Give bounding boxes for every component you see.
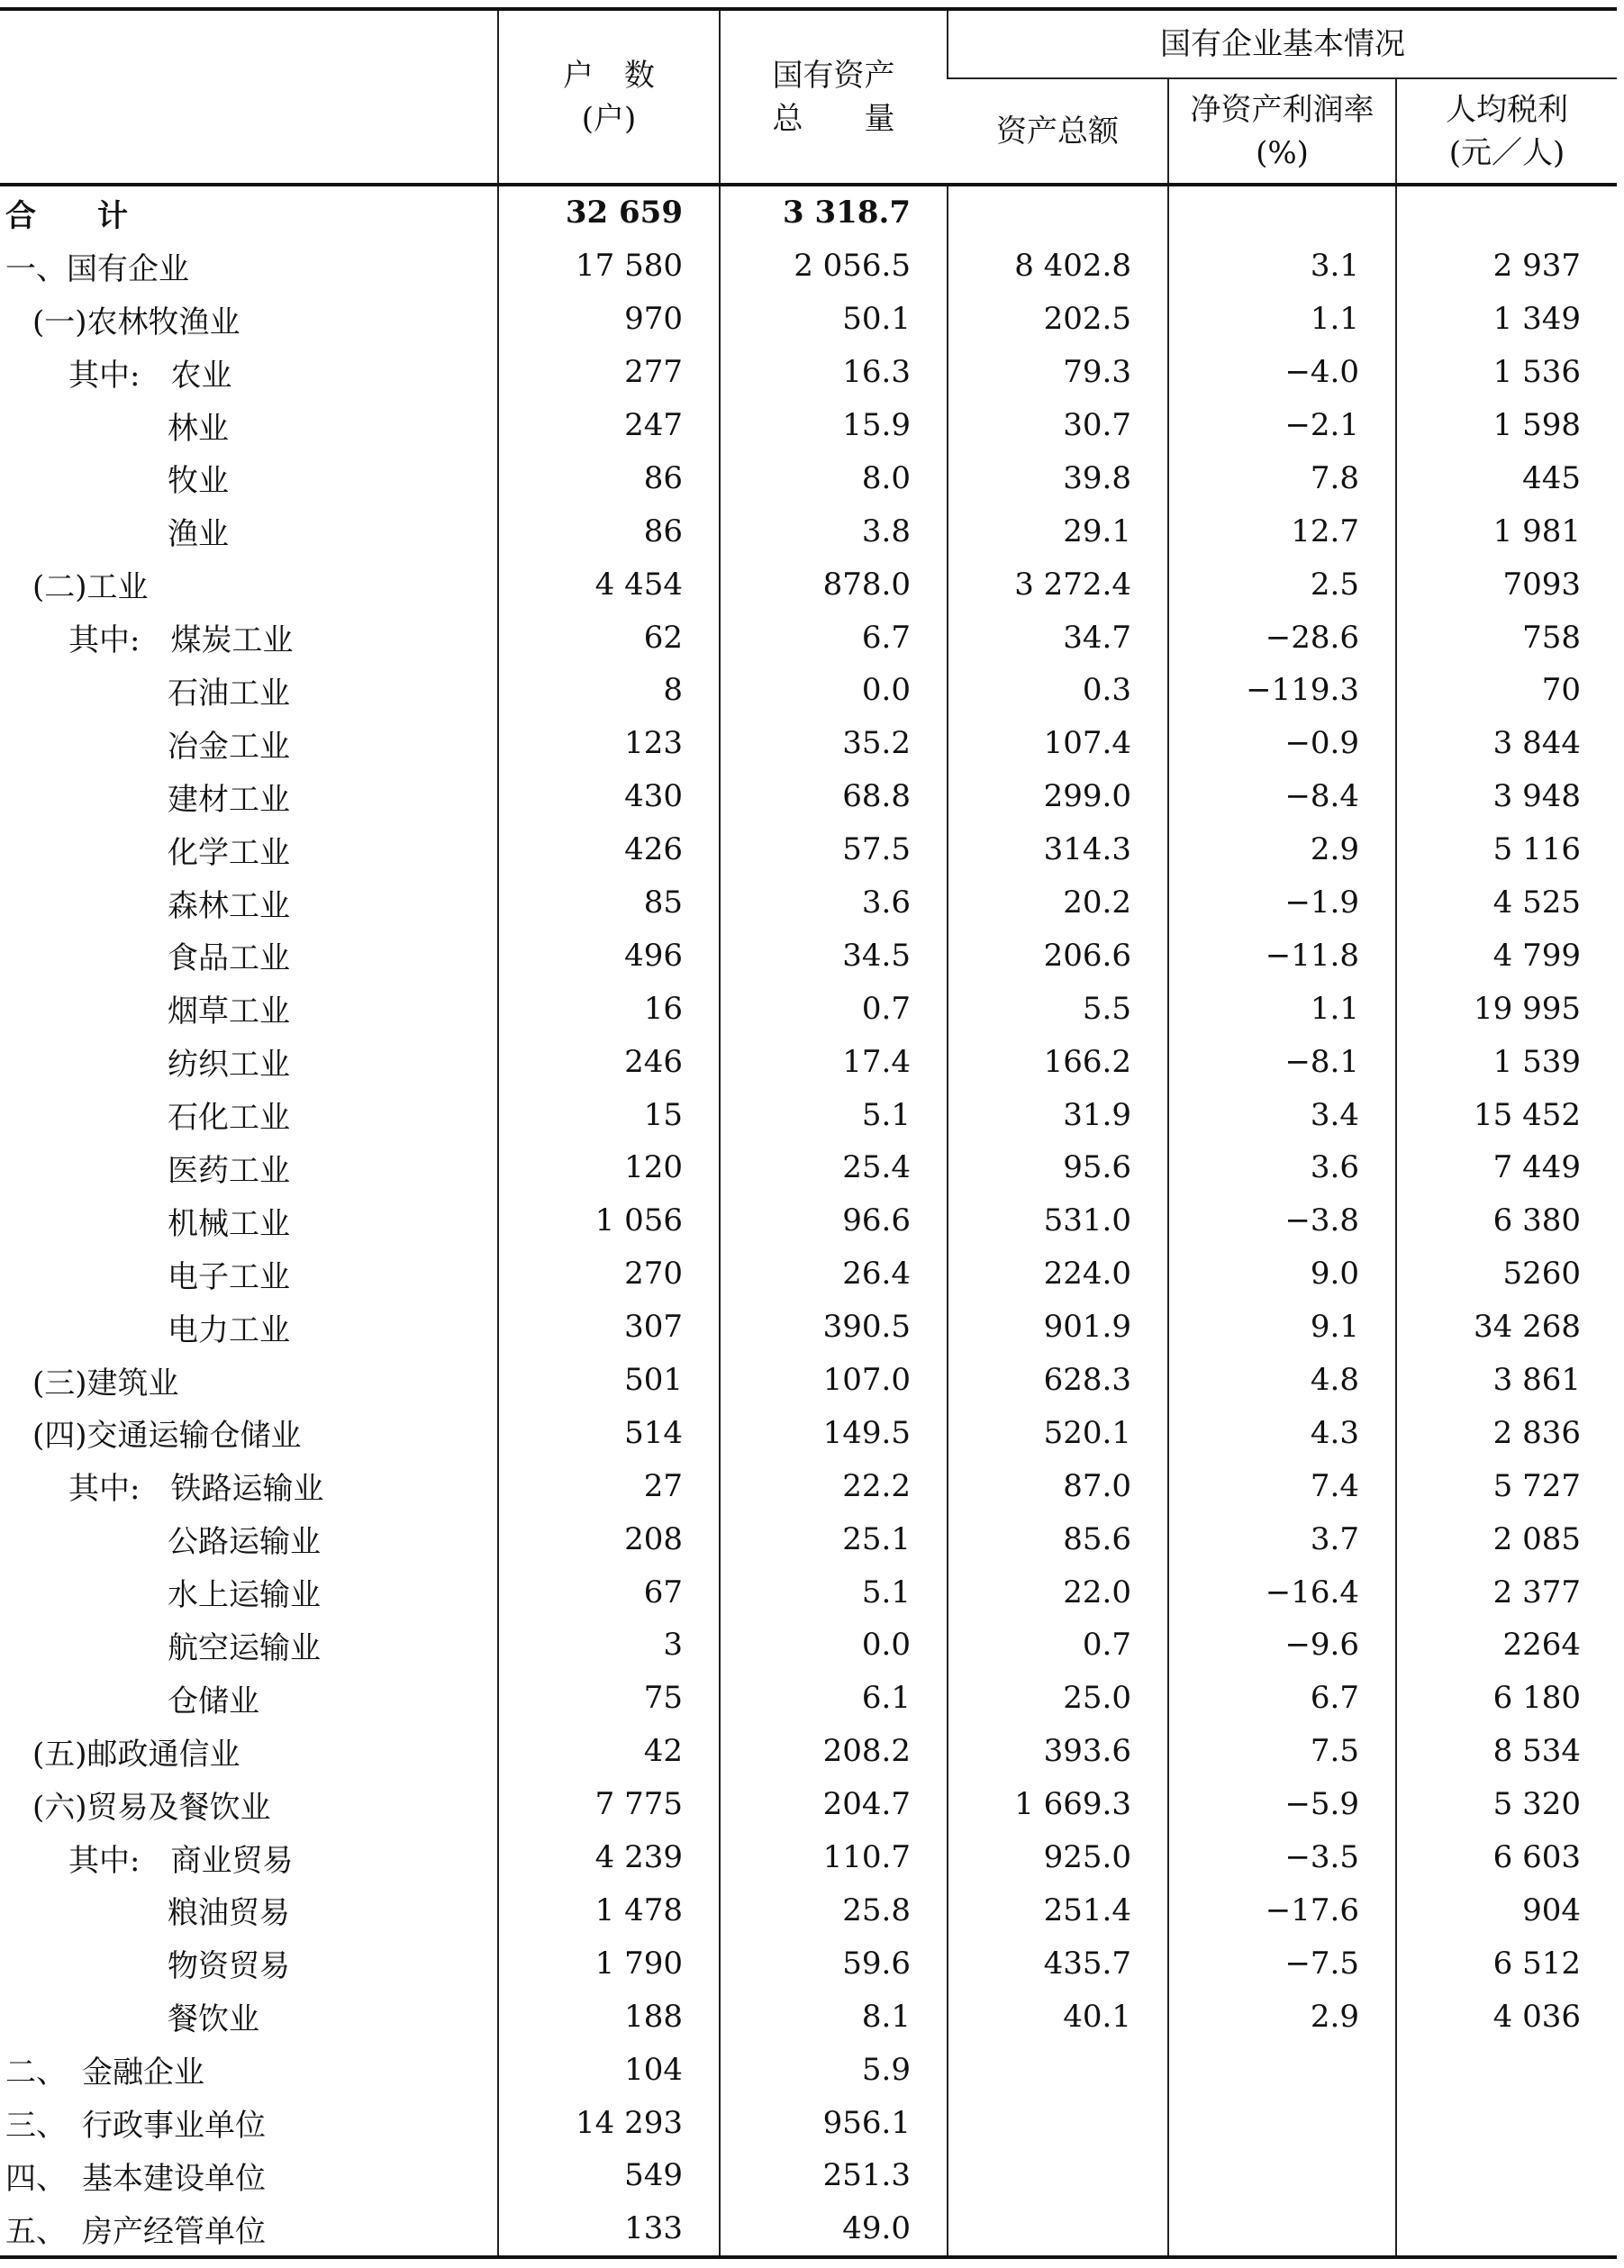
table-row (0, 1565, 1617, 1619)
cell-assets: 22.2 (720, 1459, 948, 1512)
cell-total-assets: 166.2 (948, 1035, 1168, 1088)
cell-total-assets: 85.6 (948, 1512, 1168, 1565)
cell-roe: 7.8 (1168, 451, 1396, 504)
row-label: (三)建筑业 (32, 1365, 179, 1402)
table-row (0, 664, 1617, 717)
cell-assets: 25.4 (720, 1141, 948, 1194)
cell-households: 549 (498, 2149, 720, 2202)
cell-households: 277 (498, 346, 720, 399)
cell-households: 120 (498, 1141, 720, 1194)
cell-total-assets: 251.4 (948, 1884, 1168, 1937)
cell-roe: −9.6 (1168, 1619, 1396, 1672)
cell-total-assets (948, 185, 1168, 240)
cell-assets: 68.8 (720, 770, 948, 823)
cell-tax (1396, 2149, 1617, 2202)
table-row (0, 346, 1617, 399)
cell-assets: 110.7 (720, 1831, 948, 1884)
cell-households: 86 (498, 451, 720, 504)
cell-tax: 2 085 (1396, 1512, 1617, 1565)
cell-assets: 3.8 (720, 504, 948, 558)
cell-total-assets: 3 272.4 (948, 558, 1168, 611)
cell-tax: 6 380 (1396, 1194, 1617, 1247)
header-tax-unit: (元／人) (1448, 134, 1565, 171)
row-label: 五、 房产经管单位 (0, 2202, 498, 2257)
cell-assets: 50.1 (720, 293, 948, 346)
cell-assets: 96.6 (720, 1194, 948, 1247)
table-row (0, 558, 1617, 611)
cell-households: 85 (498, 876, 720, 930)
row-label: 餐饮业 (168, 2001, 259, 2038)
row-label: 二、 金融企业 (5, 2055, 204, 2091)
cell-households: 4 454 (498, 558, 720, 611)
table-row (0, 1247, 1617, 1301)
cell-tax: 7 449 (1396, 1141, 1617, 1194)
cell-households: 86 (498, 504, 720, 558)
cell-roe (1168, 2202, 1396, 2257)
cell-tax: 15 452 (1396, 1088, 1617, 1141)
cell-tax: 1 539 (1396, 1035, 1617, 1088)
table-row (0, 1672, 1617, 1725)
cell-total-assets: 520.1 (948, 1406, 1168, 1459)
cell-roe: 3.4 (1168, 1088, 1396, 1141)
cell-total-assets: 30.7 (948, 399, 1168, 452)
cell-assets: 204.7 (720, 1778, 948, 1831)
row-label: 医药工业 (168, 1152, 290, 1189)
table-row (0, 1301, 1617, 1354)
cell-tax: 5 116 (1396, 823, 1617, 876)
cell-tax: 2 836 (1396, 1406, 1617, 1459)
cell-households: 970 (498, 293, 720, 346)
cell-assets: 49.0 (720, 2202, 948, 2257)
cell-households: 188 (498, 1990, 720, 2043)
table-row (0, 1459, 1617, 1512)
row-label: 其中: 商业贸易 (68, 1842, 294, 1879)
table-row (0, 1141, 1617, 1194)
header-state-assets (720, 9, 948, 185)
table-row (0, 770, 1617, 823)
cell-roe: −17.6 (1168, 1884, 1396, 1937)
row-label: (五)邮政通信业 (32, 1736, 240, 1773)
row-label: 水上运输业 (168, 1577, 321, 1614)
cell-tax: 2264 (1396, 1619, 1617, 1672)
cell-assets: 26.4 (720, 1247, 948, 1301)
header-tax-title: 人均税利 (1446, 91, 1568, 128)
cell-total-assets: 25.0 (948, 1672, 1168, 1725)
row-label: 化学工业 (168, 834, 290, 871)
cell-roe: 3.6 (1168, 1141, 1396, 1194)
table-row (0, 1354, 1617, 1407)
cell-total-assets: 0.3 (948, 664, 1168, 717)
cell-roe: 2.5 (1168, 558, 1396, 611)
row-label: (四)交通运输仓储业 (32, 1418, 302, 1455)
cell-assets: 0.0 (720, 1619, 948, 1672)
row-label: 渔业 (168, 516, 229, 553)
cell-tax: 1 536 (1396, 346, 1617, 399)
cell-assets: 0.0 (720, 664, 948, 717)
cell-tax: 4 799 (1396, 929, 1617, 982)
cell-households: 208 (498, 1512, 720, 1565)
cell-assets: 34.5 (720, 929, 948, 982)
cell-total-assets (948, 2096, 1168, 2149)
cell-assets: 15.9 (720, 399, 948, 452)
cell-total-assets: 29.1 (948, 504, 1168, 558)
row-label: 其中: 煤炭工业 (68, 622, 294, 659)
cell-tax: 6 512 (1396, 1937, 1617, 1990)
cell-assets: 0.7 (720, 982, 948, 1035)
cell-total-assets: 925.0 (948, 1831, 1168, 1884)
cell-assets: 8.0 (720, 451, 948, 504)
cell-total-assets (948, 2043, 1168, 2096)
cell-tax: 3 844 (1396, 717, 1617, 770)
cell-total-assets: 435.7 (948, 1937, 1168, 1990)
cell-tax: 1 349 (1396, 293, 1617, 346)
cell-tax: 6 180 (1396, 1672, 1617, 1725)
cell-tax (1396, 185, 1617, 240)
cell-households: 496 (498, 929, 720, 982)
cell-assets: 3 318.7 (720, 185, 948, 240)
row-label: 牧业 (168, 463, 229, 500)
cell-households: 430 (498, 770, 720, 823)
cell-tax: 5 727 (1396, 1459, 1617, 1512)
cell-total-assets: 628.3 (948, 1354, 1168, 1407)
cell-total-assets: 22.0 (948, 1565, 1168, 1619)
cell-roe: 9.1 (1168, 1301, 1396, 1354)
cell-households: 27 (498, 1459, 720, 1512)
cell-tax: 5 320 (1396, 1778, 1617, 1831)
cell-tax (1396, 2043, 1617, 2096)
table-row (0, 1990, 1617, 2043)
cell-total-assets: 31.9 (948, 1088, 1168, 1141)
cell-roe (1168, 185, 1396, 240)
cell-assets: 208.2 (720, 1725, 948, 1778)
row-label: 物资贸易 (168, 1948, 290, 1985)
row-label: 其中: 农业 (68, 357, 232, 394)
cell-roe (1168, 2096, 1396, 2149)
cell-households: 247 (498, 399, 720, 452)
cell-roe: 6.7 (1168, 1672, 1396, 1725)
table-body (0, 185, 1617, 2257)
table-row (0, 1619, 1617, 1672)
cell-households: 7 775 (498, 1778, 720, 1831)
cell-households: 17 580 (498, 240, 720, 293)
cell-roe: 7.5 (1168, 1725, 1396, 1778)
row-label: 三、 行政事业单位 (5, 2108, 266, 2144)
cell-assets: 6.7 (720, 611, 948, 664)
cell-households: 1 478 (498, 1884, 720, 1937)
cell-assets: 390.5 (720, 1301, 948, 1354)
cell-assets: 25.8 (720, 1884, 948, 1937)
cell-assets: 107.0 (720, 1354, 948, 1407)
cell-assets: 25.1 (720, 1512, 948, 1565)
cell-roe: 2.9 (1168, 823, 1396, 876)
cell-total-assets: 224.0 (948, 1247, 1168, 1301)
cell-assets: 2 056.5 (720, 240, 948, 293)
cell-total-assets: 206.6 (948, 929, 1168, 982)
row-label: 电力工业 (168, 1311, 290, 1348)
cell-assets: 59.6 (720, 1937, 948, 1990)
cell-total-assets (948, 2202, 1168, 2257)
cell-roe (1168, 2043, 1396, 2096)
cell-roe: 12.7 (1168, 504, 1396, 558)
cell-households: 501 (498, 1354, 720, 1407)
row-label: 石化工业 (168, 1100, 290, 1137)
table-row (0, 2096, 1617, 2149)
cell-roe: −3.5 (1168, 1831, 1396, 1884)
cell-total-assets: 0.7 (948, 1619, 1168, 1672)
table-row (0, 611, 1617, 664)
cell-assets: 8.1 (720, 1990, 948, 2043)
cell-tax: 904 (1396, 1884, 1617, 1937)
cell-assets: 5.1 (720, 1565, 948, 1619)
table-row (0, 1194, 1617, 1247)
table-row (0, 451, 1617, 504)
cell-total-assets: 314.3 (948, 823, 1168, 876)
table-row (0, 1725, 1617, 1778)
cell-tax: 4 525 (1396, 876, 1617, 930)
cell-assets: 251.3 (720, 2149, 948, 2202)
cell-total-assets: 531.0 (948, 1194, 1168, 1247)
cell-households: 42 (498, 1725, 720, 1778)
cell-roe: 4.3 (1168, 1406, 1396, 1459)
cell-tax: 34 268 (1396, 1301, 1617, 1354)
table-row (0, 717, 1617, 770)
row-label: 烟草工业 (168, 993, 290, 1030)
cell-tax: 70 (1396, 664, 1617, 717)
cell-roe (1168, 2149, 1396, 2202)
header-tax-per-capita (1396, 78, 1617, 185)
table-row (0, 1778, 1617, 1831)
table-row (0, 982, 1617, 1035)
header-households-title: 户 数 (563, 57, 655, 94)
table-row (0, 1831, 1617, 1884)
cell-assets: 16.3 (720, 346, 948, 399)
cell-total-assets: 299.0 (948, 770, 1168, 823)
cell-total-assets: 20.2 (948, 876, 1168, 930)
header-total-assets: 资产总额 (948, 78, 1168, 185)
cell-roe: 3.1 (1168, 240, 1396, 293)
cell-households: 32 659 (498, 185, 720, 240)
cell-assets: 149.5 (720, 1406, 948, 1459)
cell-total-assets: 40.1 (948, 1990, 1168, 2043)
table-row (0, 1035, 1617, 1088)
cell-roe: 3.7 (1168, 1512, 1396, 1565)
cell-tax: 6 603 (1396, 1831, 1617, 1884)
table-row (0, 1088, 1617, 1141)
cell-total-assets: 901.9 (948, 1301, 1168, 1354)
row-label: 石油工业 (168, 675, 290, 712)
header-roe (1168, 78, 1396, 185)
cell-households: 246 (498, 1035, 720, 1088)
row-label: 粮油贸易 (168, 1895, 290, 1932)
cell-households: 1 790 (498, 1937, 720, 1990)
row-label: 食品工业 (168, 940, 290, 977)
cell-tax: 7093 (1396, 558, 1617, 611)
cell-roe: 7.4 (1168, 1459, 1396, 1512)
table-row (0, 1884, 1617, 1937)
cell-assets: 3.6 (720, 876, 948, 930)
table-row (0, 240, 1617, 293)
cell-roe: −3.8 (1168, 1194, 1396, 1247)
cell-roe: −1.9 (1168, 876, 1396, 930)
cell-tax: 1 981 (1396, 504, 1617, 558)
header-label-cell (0, 9, 498, 185)
row-label: (六)贸易及餐饮业 (32, 1789, 271, 1826)
cell-assets: 57.5 (720, 823, 948, 876)
cell-households: 4 239 (498, 1831, 720, 1884)
cell-roe: −16.4 (1168, 1565, 1396, 1619)
state-assets-table (0, 7, 1617, 2259)
header-state-assets-line1: 国有资产 (772, 57, 895, 94)
cell-total-assets: 95.6 (948, 1141, 1168, 1194)
row-label: (二)工业 (32, 569, 149, 606)
cell-total-assets: 39.8 (948, 451, 1168, 504)
header-households-unit: (户) (581, 100, 637, 137)
cell-roe: 4.8 (1168, 1354, 1396, 1407)
row-label: 森林工业 (168, 887, 290, 924)
cell-total-assets: 34.7 (948, 611, 1168, 664)
cell-assets: 956.1 (720, 2096, 948, 2149)
cell-tax: 2 377 (1396, 1565, 1617, 1619)
cell-assets: 5.1 (720, 1088, 948, 1141)
table-row (0, 876, 1617, 930)
row-label: 一、国有企业 (5, 250, 189, 287)
table-row (0, 504, 1617, 558)
row-label: 冶金工业 (168, 728, 290, 765)
cell-total-assets: 393.6 (948, 1725, 1168, 1778)
cell-tax (1396, 2202, 1617, 2257)
cell-roe: −4.0 (1168, 346, 1396, 399)
header-roe-title: 净资产利润率 (1190, 91, 1375, 128)
table-row (0, 1512, 1617, 1565)
cell-roe: −0.9 (1168, 717, 1396, 770)
cell-roe: 2.9 (1168, 1990, 1396, 2043)
cell-roe: −119.3 (1168, 664, 1396, 717)
table-row (0, 1937, 1617, 1990)
row-label: 航空运输业 (168, 1629, 321, 1666)
cell-total-assets: 1 669.3 (948, 1778, 1168, 1831)
table-header (0, 9, 1617, 185)
table-row (0, 2043, 1617, 2096)
cell-tax: 2 937 (1396, 240, 1617, 293)
cell-tax: 3 948 (1396, 770, 1617, 823)
cell-roe: 1.1 (1168, 982, 1396, 1035)
cell-total-assets: 107.4 (948, 717, 1168, 770)
cell-tax: 19 995 (1396, 982, 1617, 1035)
table-row (0, 2149, 1617, 2202)
row-label: 仓储业 (168, 1683, 259, 1719)
cell-households: 514 (498, 1406, 720, 1459)
cell-roe: −11.8 (1168, 929, 1396, 982)
cell-households: 123 (498, 717, 720, 770)
row-label: 公路运输业 (168, 1524, 321, 1561)
cell-households: 67 (498, 1565, 720, 1619)
cell-tax: 8 534 (1396, 1725, 1617, 1778)
cell-roe: −8.4 (1168, 770, 1396, 823)
row-label: 四、 基本建设单位 (5, 2160, 266, 2197)
cell-households: 270 (498, 1247, 720, 1301)
cell-total-assets: 202.5 (948, 293, 1168, 346)
cell-roe: −8.1 (1168, 1035, 1396, 1088)
cell-tax: 5260 (1396, 1247, 1617, 1301)
cell-households: 16 (498, 982, 720, 1035)
cell-roe: −2.1 (1168, 399, 1396, 452)
table-row (0, 1406, 1617, 1459)
cell-tax: 4 036 (1396, 1990, 1617, 2043)
header-group-title: 国有企业基本情况 (948, 9, 1617, 78)
header-roe-unit: (%) (1256, 134, 1309, 171)
cell-assets: 878.0 (720, 558, 948, 611)
cell-households: 8 (498, 664, 720, 717)
cell-assets: 5.9 (720, 2043, 948, 2096)
cell-assets: 17.4 (720, 1035, 948, 1088)
cell-tax (1396, 2096, 1617, 2149)
header-households (498, 9, 720, 185)
row-label: 纺织工业 (168, 1047, 290, 1084)
cell-roe: 1.1 (1168, 293, 1396, 346)
row-label: 林业 (168, 410, 229, 447)
cell-total-assets: 79.3 (948, 346, 1168, 399)
row-label: 建材工业 (168, 781, 290, 818)
row-label: 机械工业 (168, 1205, 290, 1242)
cell-households: 133 (498, 2202, 720, 2257)
row-label: 其中: 铁路运输业 (68, 1471, 324, 1508)
cell-total-assets: 87.0 (948, 1459, 1168, 1512)
cell-roe: −5.9 (1168, 1778, 1396, 1831)
cell-tax: 1 598 (1396, 399, 1617, 452)
row-label: (一)农林牧渔业 (32, 304, 240, 340)
cell-households: 3 (498, 1619, 720, 1672)
cell-households: 104 (498, 2043, 720, 2096)
cell-total-assets: 8 402.8 (948, 240, 1168, 293)
cell-households: 307 (498, 1301, 720, 1354)
table-row (0, 399, 1617, 452)
cell-households: 1 056 (498, 1194, 720, 1247)
cell-households: 14 293 (498, 2096, 720, 2149)
cell-households: 75 (498, 1672, 720, 1725)
cell-tax: 758 (1396, 611, 1617, 664)
row-label: 合 计 (5, 197, 128, 234)
cell-roe: −7.5 (1168, 1937, 1396, 1990)
table-row (0, 293, 1617, 346)
cell-roe: −28.6 (1168, 611, 1396, 664)
row-label: 电子工业 (168, 1258, 290, 1295)
table-row (0, 823, 1617, 876)
table-row (0, 2202, 1617, 2257)
cell-tax: 3 861 (1396, 1354, 1617, 1407)
cell-assets: 6.1 (720, 1672, 948, 1725)
table-row (0, 185, 1617, 240)
cell-households: 15 (498, 1088, 720, 1141)
cell-households: 426 (498, 823, 720, 876)
cell-total-assets: 5.5 (948, 982, 1168, 1035)
cell-total-assets (948, 2149, 1168, 2202)
cell-households: 62 (498, 611, 720, 664)
cell-tax: 445 (1396, 451, 1617, 504)
table-row (0, 929, 1617, 982)
header-state-assets-line2: 总 量 (772, 100, 895, 137)
cell-assets: 35.2 (720, 717, 948, 770)
cell-roe: 9.0 (1168, 1247, 1396, 1301)
